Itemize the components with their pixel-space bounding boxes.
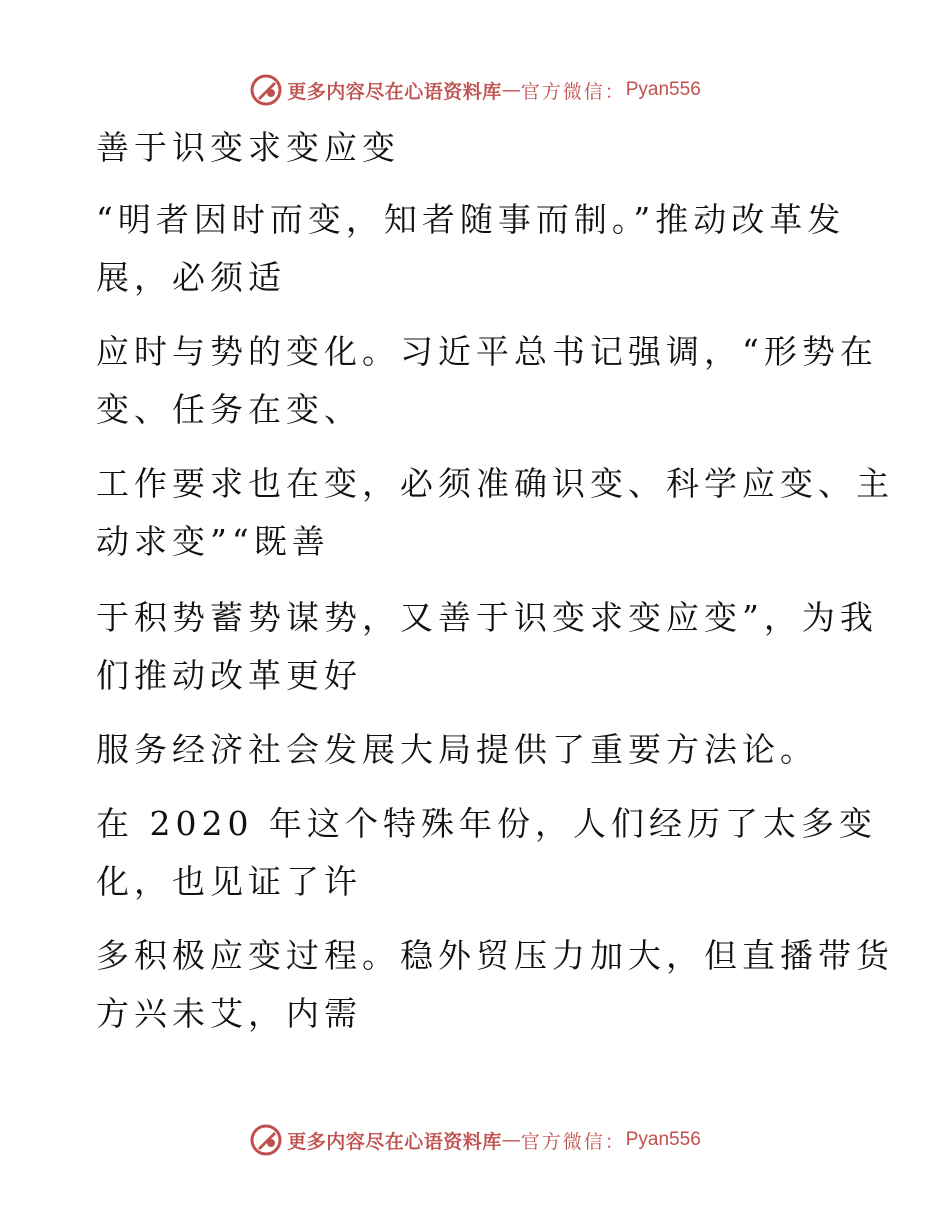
logo-icon bbox=[249, 1123, 283, 1157]
text-line: 们推动改革更好 bbox=[96, 656, 362, 695]
watermark-banner-bottom bbox=[0, 1120, 950, 1160]
text-line: 动求变”“既善 bbox=[96, 522, 330, 561]
watermark-dash: — bbox=[501, 79, 521, 101]
watermark-dash: — bbox=[501, 1129, 521, 1151]
watermark-text: 更多内容尽在心语资料库 bbox=[287, 1130, 502, 1153]
text-line: 于积势蓄势谋势，又善于识变求变应变”，为我 bbox=[96, 598, 878, 637]
text-line: 在 2020 年这个特殊年份，人们经历了太多变 bbox=[96, 804, 877, 843]
watermark-wechat-id: Pyan556 bbox=[625, 79, 701, 100]
text-line: 方兴未艾，内需 bbox=[96, 994, 362, 1033]
text-line: “明者因时而变，知者随事而制。”推动改革发 bbox=[96, 200, 846, 239]
watermark-wechat-label: 官方微信： bbox=[520, 80, 626, 103]
text-line: 多积极应变过程。稳外贸压力加大，但直播带货 bbox=[96, 936, 894, 975]
text-line: 应时与势的变化。习近平总书记强调，“形势在 bbox=[96, 332, 878, 371]
text-line: 善于识变求变应变 bbox=[96, 128, 400, 167]
text-line: 工作要求也在变，必须准确识变、科学应变、主 bbox=[96, 464, 894, 503]
watermark-wechat-id: Pyan556 bbox=[625, 1129, 701, 1150]
text-line: 化，也见证了许 bbox=[96, 862, 362, 901]
text-line: 服务经济社会发展大局提供了重要方法论。 bbox=[96, 730, 818, 769]
text-line: 展，必须适 bbox=[96, 258, 286, 297]
watermark-text: 更多内容尽在心语资料库 bbox=[287, 80, 502, 103]
watermark-wechat-label: 官方微信： bbox=[520, 1130, 626, 1153]
text-line: 变、任务在变、 bbox=[96, 390, 362, 429]
